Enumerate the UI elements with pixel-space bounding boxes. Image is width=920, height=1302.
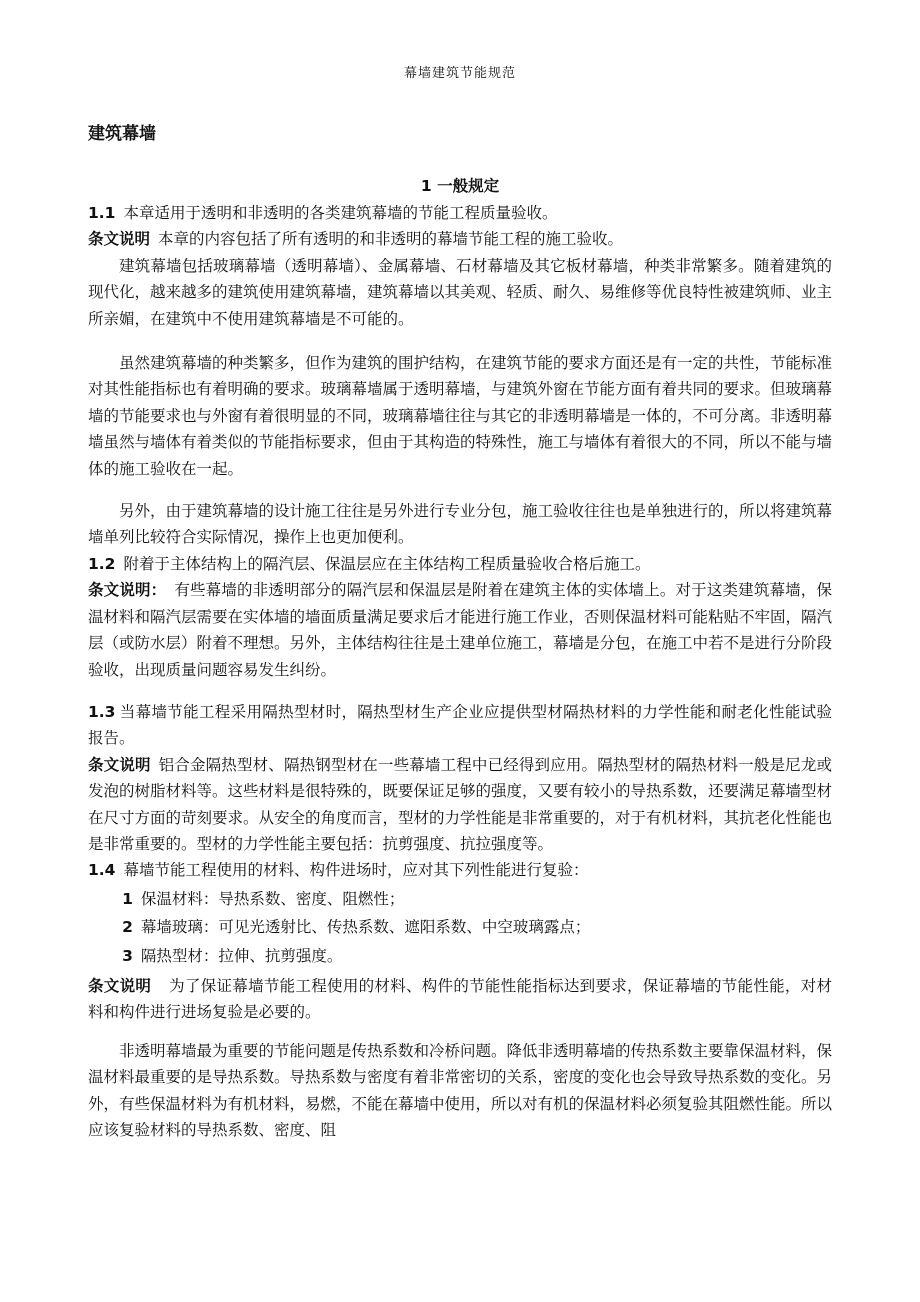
running-header: 幕墙建筑节能规范 bbox=[403, 66, 516, 81]
explanation-paragraph: 非透明幕墙最为重要的节能问题是传热系数和冷桥问题。降低非透明幕墙的传热系数主要靠保温材料，保温材料最重要的是导热系数。导热系数与密度有着非常密切的关系，密度的变化也会导致导热系数的变化。另外，有些保温材料为有机材料，易燃，不能在幕墙中使用，所以对有机的保温材料必须复验其阻燃性能。所以应该复验材料的导热系数、密度、阻 bbox=[88, 1041, 833, 1139]
explanation-1-3 bbox=[88, 752, 832, 858]
section-heading: 建筑幕墙 bbox=[88, 124, 156, 144]
clause-text: 附着于主体结构上的隔汽层、保温层应在主体结构工程质量验收合格后施工。 bbox=[123, 554, 651, 573]
list-item-text: 隔热型材：拉伸、抗剪强度。 bbox=[140, 946, 343, 965]
list-item-number: 1 bbox=[122, 889, 133, 908]
clause-1-4 bbox=[88, 857, 832, 883]
clause-text: 幕墙节能工程使用的材料、构件进场时，应对其下列性能进行复验： bbox=[123, 861, 589, 880]
list-item-number: 3 bbox=[122, 946, 133, 965]
explanation-label: 条文说明 bbox=[88, 230, 151, 249]
explanation-1-4 bbox=[88, 973, 832, 1026]
list-item bbox=[88, 914, 832, 940]
explanation-text: 铝合金隔热型材、隔热钢型材在一些幕墙工程中已经得到应用。隔热型材的隔热材料一般是尼龙或发泡的树脂材料等。这些材料是很特殊的，既要保证足够的强度，又要有较小的导热系数，还要满足幕墙型材在尺寸方面的苛刻要求。从安全的角度而言，型材的力学性能是非常重要的，对于有机材料，其抗老化性能也是非常重要的。型材的力学性能主要包括：抗剪强度、抗拉强度等。 bbox=[88, 755, 833, 853]
chapter-title: 1 一般规定 bbox=[420, 177, 500, 195]
explanation-1-2 bbox=[88, 577, 832, 683]
explanation-paragraph: 建筑幕墙包括玻璃幕墙（透明幕墙）、金属幕墙、石材幕墙及其它板材幕墙，种类非常繁多。随着建筑的现代化，越来越多的建筑使用建筑幕墙，建筑幕墙以其美观、轻质、耐久、易维修等优良特性被建筑师、业主所亲媚，在建筑中不使用建筑幕墙是不可能的。 bbox=[88, 256, 833, 328]
clause-number: 1.4 bbox=[88, 861, 116, 880]
list-item bbox=[88, 943, 832, 969]
clause-text: 本章适用于透明和非透明的各类建筑幕墙的节能工程质量验收。 bbox=[123, 204, 558, 222]
list-item-text: 保温材料：导热系数、密度、阻燃性； bbox=[140, 889, 405, 908]
list-item-text: 幕墙玻璃：可见光透射比、传热系数、遮阳系数、中空玻璃露点； bbox=[140, 918, 591, 937]
explanation-paragraph: 虽然建筑幕墙的种类繁多，但作为建筑的围护结构，在建筑节能的要求方面还是有一定的共性，节能标准对其性能指标也有着明确的要求。玻璃幕墙属于透明幕墙，与建筑外窗在节能方面有着共同的要求。但玻璃幕墙的节能要求也与外窗有着很明显的不同，玻璃幕墙往往与其它的非透明幕墙是一体的，不可分离。非透明幕墙虽然与墙体有着类似的节能指标要求，但由于其构造的特殊性，施工与墙体有着很大的不同，所以不能与墙体的施工验收在一起。 bbox=[88, 354, 833, 478]
clause-number: 1.1 bbox=[88, 204, 116, 222]
explanation-1-1 bbox=[88, 226, 832, 252]
explanation-paragraph: 另外，由于建筑幕墙的设计施工往往是另外进行专业分包，施工验收往往也是单独进行的，所以将建筑幕墙单列比较符合实际情况，操作上也更加便利。 bbox=[88, 502, 833, 547]
explanation-label: 条文说明 bbox=[88, 976, 152, 995]
clause-number: 1.2 bbox=[88, 554, 116, 573]
list-item bbox=[88, 886, 832, 912]
explanation-text: 有些幕墙的非透明部分的隔汽层和保温层是附着在建筑主体的实体墙上。对于这类建筑幕墙，保温材料和隔汽层需要在实体墙的墙面质量满足要求后才能进行施工作业，否则保温材料可能粘贴不牢固，隔汽层（或防水层）附着不理想。另外，主体结构往往是土建单位施工，幕墙是分包，在施工中若不是进行分阶段验收，出现质量问题容易发生纠纷。 bbox=[88, 581, 833, 679]
clause-1-3 bbox=[88, 699, 832, 752]
explanation-label: 条文说明 bbox=[88, 755, 151, 774]
clause-1-1 bbox=[88, 200, 832, 226]
explanation-text: 本章的内容包括了所有透明的和非透明的幕墙节能工程的施工验收。 bbox=[158, 230, 624, 249]
clause-text: 当幕墙节能工程采用隔热型材时，隔热型材生产企业应提供型材隔热材料的力学性能和耐老化性能试验报告。 bbox=[88, 702, 832, 748]
explanation-text: 为了保证幕墙节能工程使用的材料、构件的节能性能指标达到要求，保证幕墙的节能性能，对材料和构件进行进场复验是必要的。 bbox=[88, 976, 832, 1022]
clause-1-2 bbox=[88, 551, 832, 577]
list-item-number: 2 bbox=[122, 918, 133, 937]
explanation-label: 条文说明： bbox=[88, 581, 167, 600]
clause-number: 1.3 bbox=[88, 702, 116, 721]
